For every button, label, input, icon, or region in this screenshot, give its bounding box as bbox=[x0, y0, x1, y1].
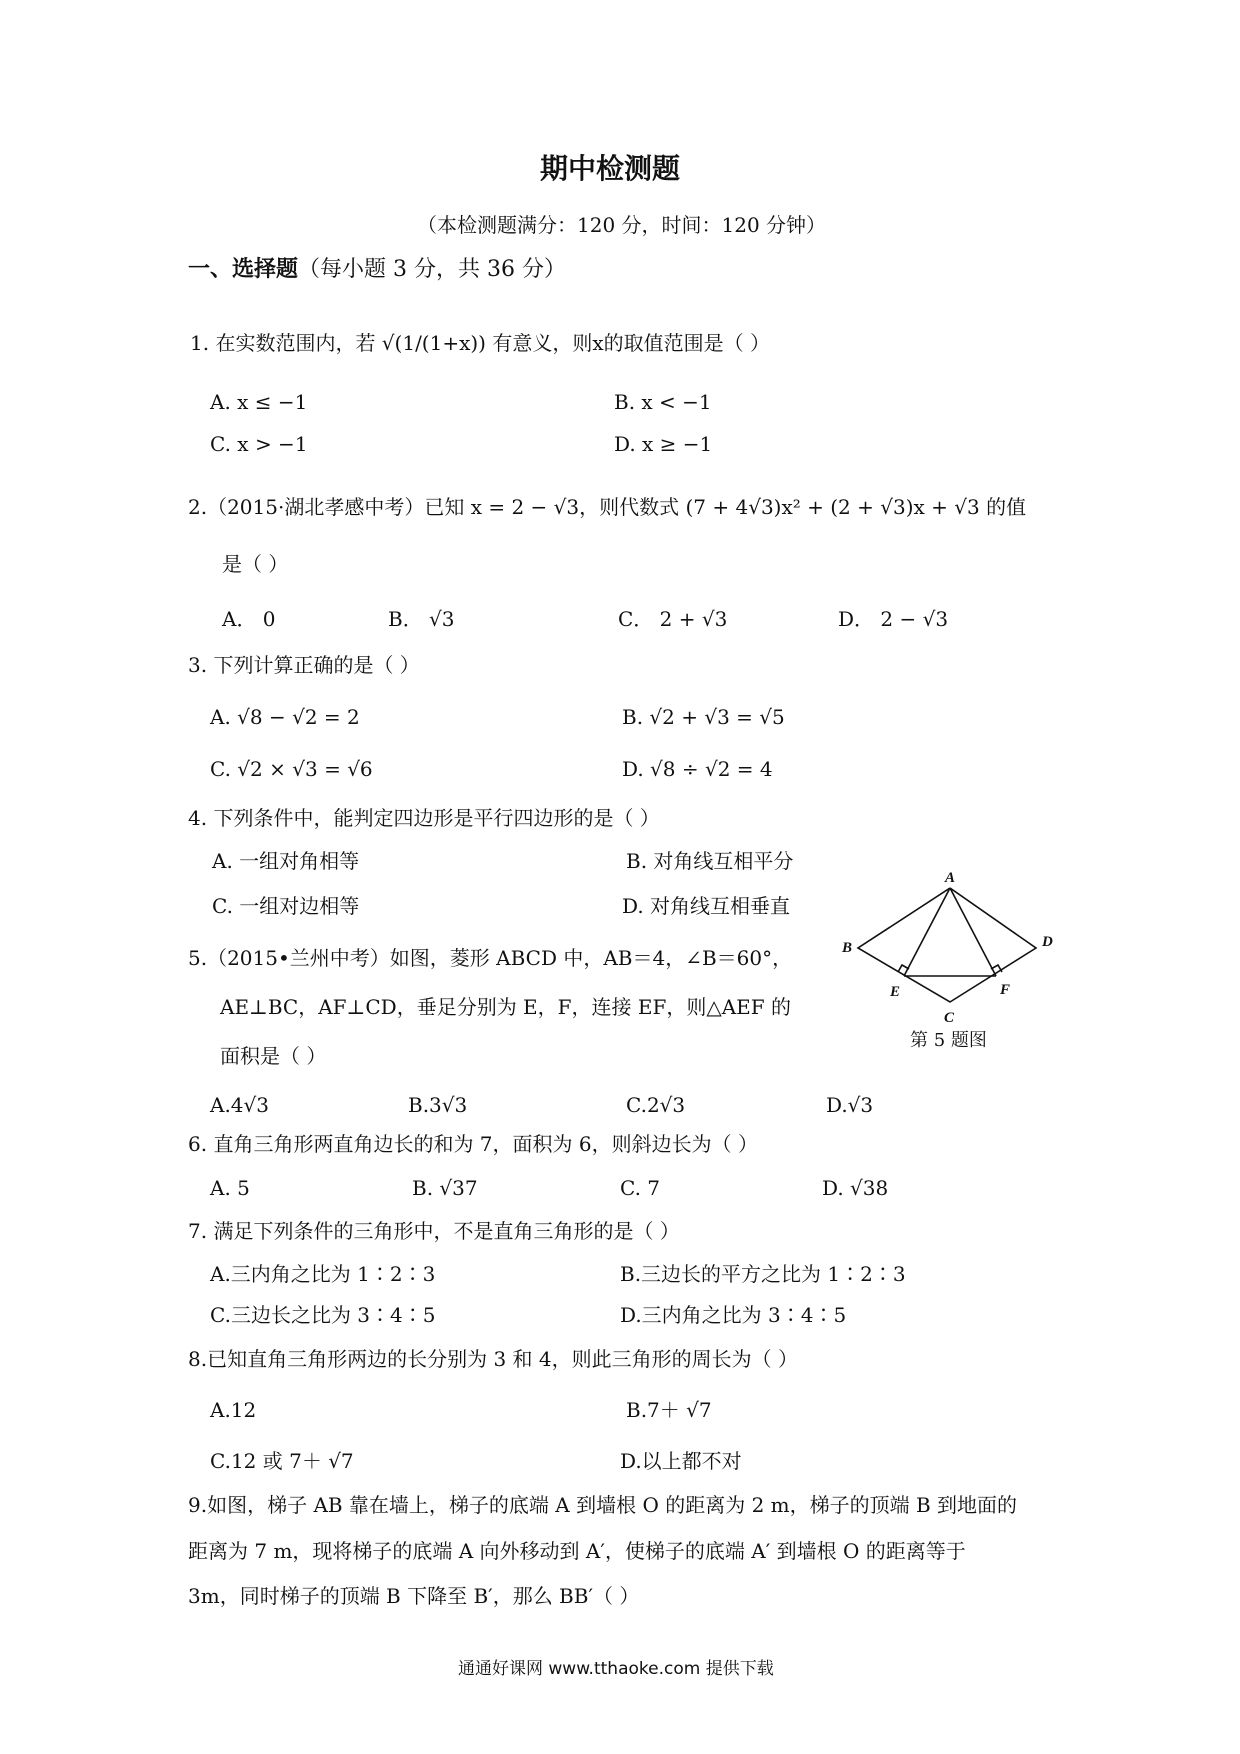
question-3-option-a: A. √8 − √2 = 2 bbox=[210, 705, 360, 729]
question-5-stem-line-2: AE⊥BC，AF⊥CD，垂足分别为 E，F，连接 EF，则△AEF 的 bbox=[220, 995, 792, 1019]
question-4-option-b: B. 对角线互相平分 bbox=[626, 849, 794, 873]
question-1-option-c: C. x > −1 bbox=[210, 432, 308, 456]
question-8-option-c: C.12 或 7＋ √7 bbox=[210, 1449, 354, 1473]
question-2-option-c: C． 2 + √3 bbox=[618, 607, 728, 631]
question-8-option-b: B.7＋ √7 bbox=[626, 1398, 712, 1422]
question-2-option-a: A． 0 bbox=[222, 607, 276, 631]
question-6-option-d: D. √38 bbox=[822, 1176, 889, 1200]
segment-ae bbox=[904, 888, 950, 976]
label-f: F bbox=[1000, 982, 1011, 998]
question-4-option-d: D. 对角线互相垂直 bbox=[622, 894, 791, 918]
figure-caption: 第 5 题图 bbox=[910, 1030, 987, 1051]
question-5-option-a: A.4√3 bbox=[210, 1093, 269, 1117]
question-5-option-c: C.2√3 bbox=[626, 1093, 686, 1117]
question-3-option-d: D. √8 ÷ √2 = 4 bbox=[622, 757, 773, 781]
question-1-option-b: B. x < −1 bbox=[614, 390, 712, 414]
question-9-stem-line-3: 3m，同时梯子的顶端 B 下降至 B′，那么 BB′（ ） bbox=[188, 1584, 640, 1608]
question-3-option-b: B. √2 + √3 = √5 bbox=[622, 705, 785, 729]
label-c: C bbox=[944, 1010, 955, 1026]
question-2-stem-line-1: 2.（2015·湖北孝感中考）已知 x = 2 − √3，则代数式 (7 + 4√3)x² + (2 + √3)x + √3 的值 bbox=[188, 495, 1027, 519]
section-note: （每小题 3 分，共 36 分） bbox=[298, 257, 566, 282]
segment-af bbox=[950, 888, 996, 976]
label-e: E bbox=[890, 984, 901, 1000]
question-8-option-d: D.以上都不对 bbox=[620, 1449, 742, 1473]
page-footer: 通通好课网 www.tthaoke.com 提供下载 bbox=[458, 1659, 774, 1679]
question-3-stem: 3. 下列计算正确的是（ ） bbox=[188, 653, 420, 677]
question-6-stem: 6. 直角三角形两直角边长的和为 7，面积为 6，则斜边长为（ ） bbox=[188, 1132, 758, 1156]
question-5-stem-line-3: 面积是（ ） bbox=[220, 1044, 327, 1068]
question-4-option-a: A. 一组对角相等 bbox=[212, 849, 360, 873]
question-2-option-d: D． 2 − √3 bbox=[838, 607, 949, 631]
label-a: A bbox=[945, 870, 956, 886]
question-1-option-a: A. x ≤ −1 bbox=[210, 390, 308, 414]
question-7-option-d: D.三内角之比为 3∶4∶5 bbox=[620, 1303, 847, 1327]
question-8-stem: 8.已知直角三角形两边的长分别为 3 和 4，则此三角形的周长为（ ） bbox=[188, 1347, 798, 1371]
question-1-stem: 1. 在实数范围内，若 √(1/(1+x)) 有意义，则x的取值范围是（ ） bbox=[190, 331, 770, 355]
question-7-option-a: A.三内角之比为 1∶2∶3 bbox=[210, 1262, 436, 1286]
question-5-option-d: D.√3 bbox=[826, 1093, 874, 1117]
question-5-stem-line-1: 5.（2015•兰州中考）如图，菱形 ABCD 中，AB＝4，∠B＝60°， bbox=[188, 946, 793, 970]
rhombus-figure bbox=[828, 858, 1078, 1048]
question-6-option-b: B. √37 bbox=[412, 1176, 478, 1200]
section-title: 一、选择题 bbox=[188, 256, 299, 282]
question-2-stem-line-2: 是（ ） bbox=[222, 552, 289, 576]
question-6-option-c: C. 7 bbox=[620, 1176, 661, 1200]
question-3-option-c: C. √2 × √3 = √6 bbox=[210, 757, 373, 781]
question-6-option-a: A. 5 bbox=[210, 1176, 250, 1200]
page-title: 期中检测题 bbox=[540, 152, 681, 185]
question-7-option-c: C.三边长之比为 3∶4∶5 bbox=[210, 1303, 436, 1327]
label-d: D bbox=[1042, 934, 1053, 950]
question-2-option-b: B． √3 bbox=[388, 607, 455, 631]
section-heading bbox=[188, 256, 566, 283]
question-7-option-b: B.三边长的平方之比为 1∶2∶3 bbox=[620, 1262, 906, 1286]
question-7-stem: 7. 满足下列条件的三角形中，不是直角三角形的是（ ） bbox=[188, 1219, 680, 1243]
question-1-option-d: D. x ≥ −1 bbox=[614, 432, 713, 456]
question-5-option-b: B.3√3 bbox=[408, 1093, 468, 1117]
question-8-option-a: A.12 bbox=[210, 1398, 257, 1422]
page-subtitle: （本检测题满分：120 分，时间：120 分钟） bbox=[417, 213, 827, 237]
question-9-stem-line-1: 9.如图，梯子 AB 靠在墙上，梯子的底端 A 到墙根 O 的距离为 2 m，梯子的顶端 B 到地面的 bbox=[188, 1493, 1018, 1517]
label-b: B bbox=[842, 940, 853, 956]
question-9-stem-line-2: 距离为 7 m，现将梯子的底端 A 向外移动到 A′，使梯子的底端 A′ 到墙根 O 的距离等于 bbox=[188, 1539, 966, 1563]
question-4-stem: 4. 下列条件中，能判定四边形是平行四边形的是（ ） bbox=[188, 806, 660, 830]
question-4-option-c: C. 一组对边相等 bbox=[212, 894, 360, 918]
